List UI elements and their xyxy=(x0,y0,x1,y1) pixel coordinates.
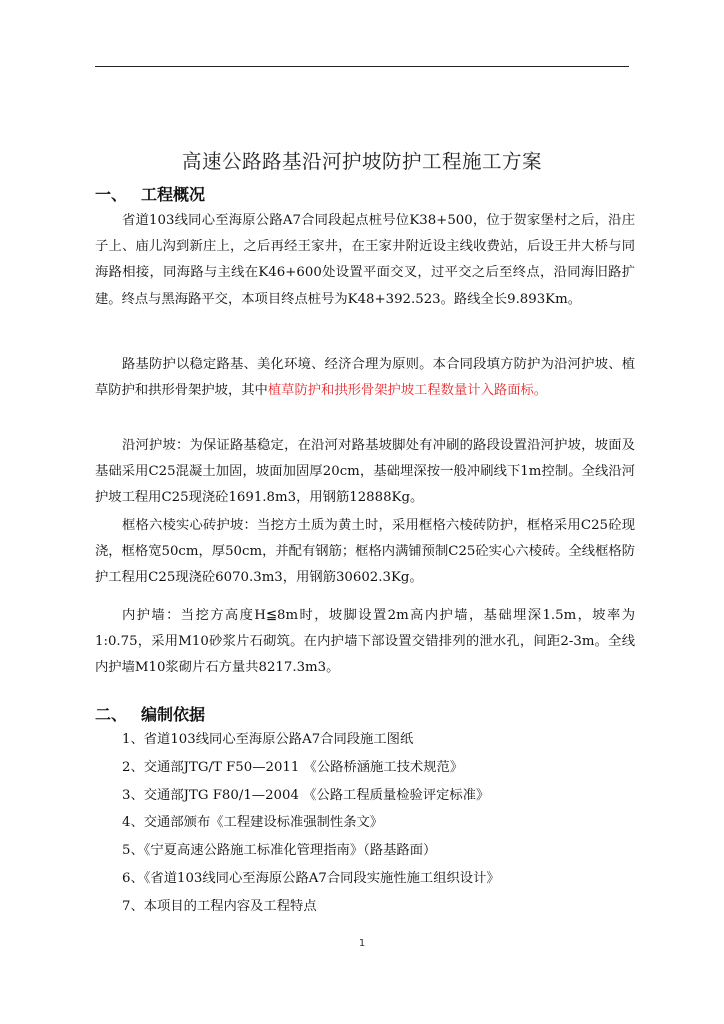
overview-paragraph-4: 框格六棱实心砖护坡：当挖方土质为黄土时，采用框格六棱砖防护，框格采用C25砼现浇，框格宽50cm，厚50cm，并配有钢筋；框格内满铺预制C25砼实心六棱砖。全线框格防护工程用C25现浇砼6070.3m3，用钢筋30602.3Kg。 xyxy=(95,518,635,586)
list-item: 4、交通部颁布《工程建设标准强制性条文》 xyxy=(122,815,384,831)
overview-paragraph-1: 省道103线同心至海原公路A7合同段起点桩号位K38+500，位于贺家堡村之后，沿庄子上、庙儿沟到新庄上，之后再经王家井，在王家井附近设主线收费站，后设王井大桥与同海路相接，同海路与主线在K46+600处设置平面交叉，过平交之后至终点，沿同海旧路扩建。终点与黑海路平交，本项目终点桩号为K48+392.523。路线全长9.893Km。 xyxy=(95,213,635,307)
paragraph-text: 路基防护以稳定路基、美化环境、经济合理为原则。本合同段填方防护为沿河护坡、植草防护和拱形骨架护坡，其中 xyxy=(95,357,635,399)
page-number: 1 xyxy=(358,938,366,949)
list-item: 5、《宁夏高速公路施工标准化管理指南》（路基路面） xyxy=(122,843,437,859)
section-heading-overview xyxy=(95,182,205,205)
document-title: 高速公路路基沿河护坡防护工程施工方案 xyxy=(181,150,542,173)
list-item: 1、省道103线同心至海原公路A7合同段施工图纸 xyxy=(122,732,414,747)
section-title: 编制依据 xyxy=(141,705,206,724)
list-item: 6、《省道103线同心至海原公路A7合同段实施性施工组织设计》 xyxy=(122,870,500,886)
section-number: 二、 xyxy=(95,705,128,724)
section-heading-basis xyxy=(95,702,205,725)
highlighted-text: 植草防护和拱形骨架护坡工程数量计入路面标。 xyxy=(267,383,548,399)
list-item: 3、交通部JTG F80/1—2004 《公路工程质量检验评定标准》 xyxy=(122,787,490,803)
list-item: 2、交通部JTG/T F50—2011 《公路桥涵施工技术规范》 xyxy=(122,759,464,775)
overview-paragraph-2 xyxy=(95,352,635,404)
section-title: 工程概况 xyxy=(141,185,206,204)
list-item: 7、本项目的工程内容及工程特点 xyxy=(122,898,317,914)
overview-paragraph-5: 内护墙：当挖方高度H≦8m时，坡脚设置2m高内护墙，基础埋深1.5m，坡率为1:0.75，采用M10砂浆片石砌筑。在内护墙下部设置交错排列的泄水孔，间距2-3m。全线内护墙M10浆砌片石方量共8217.3m3。 xyxy=(95,608,635,676)
basis-list xyxy=(122,726,500,921)
header-rule xyxy=(95,66,629,67)
section-number: 一、 xyxy=(95,185,128,204)
overview-paragraph-3: 沿河护坡：为保证路基稳定，在沿河对路基坡脚处有冲刷的路段设置沿河护坡，坡面及基础采用C25混凝土加固，坡面加固厚20cm，基础埋深按一般冲刷线下1m控制。全线沿河护坡工程用C25现浇砼1691.8m3，用钢筋12888Kg。 xyxy=(95,438,635,506)
